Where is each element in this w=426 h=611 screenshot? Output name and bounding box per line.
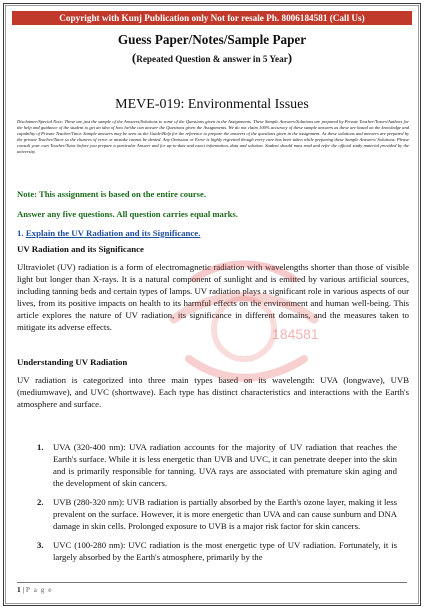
copyright-banner: Copyright with Kunj Publication only Not for resale Ph. 8006184581 (Call Us) <box>12 11 412 25</box>
disclaimer-text: Disclaimer/Special Note: These are just the sample of the Answers/Solutions to some of the Questions given in the Assignments. These Sample Answers/Solutions are prepared by Private Teacher/Tutors/Authors for the help and guidance of the student to get an idea of how he/she can answer the Questions given the Assignments. We do not claim 100% accuracy of these sample answers as these are based on the knowledge and capability of Private Teacher/Tutor. Sample answers may be seen as the Guide/Help for the reference to prepare the answers of the questions given in the assignment. As these solutions and answers are prepared by the private Teacher/Tutor so the chances of error or mistake cannot be denied. Any Omission or Error is highly regretted though every care has been taken while preparing these Sample Answers/ Solutions. Please consult your own Teacher/Tutor before you prepare a particular Answer and for up-to-date and exact information, data and solution. Student should must read and refer the official study material provided by the university. <box>17 119 409 154</box>
list-item <box>37 496 397 532</box>
list-item-text: UVA (320-400 nm): UVA radiation accounts for the majority of UV radiation that reaches the Earth's surface. While it is less energetic than UVB and UVC, it can penetrate deeper into the skin and is primarily responsible for tanning. UVA rays are associated with premature skin aging and the development of skin cancers. <box>53 442 397 488</box>
subtitle-close-paren: ) <box>287 50 293 65</box>
page-footer <box>17 585 53 594</box>
document-title: MEVE-019: Environmental Issues <box>115 97 309 112</box>
header-subtitle <box>4 50 420 66</box>
subtitle-open-paren: ( <box>131 50 137 65</box>
page-label: P a g e <box>25 585 53 594</box>
list-item <box>37 539 397 563</box>
answer-instruction: Answer any five questions. All question carries equal marks. <box>17 209 238 219</box>
list-item <box>37 441 397 489</box>
watermark-phone-digits: 184581 <box>272 326 319 342</box>
question-number: 1. <box>17 228 24 238</box>
list-item-number: 3. <box>37 540 44 550</box>
list-item-text: UVB (280-320 nm): UVB radiation is partially absorbed by the Earth's ozone layer, making it less prevalent on the surface. However, it is more energetic than UVA and can cause sunburn and DNA damage in skin cells. Prolonged exposure to UVB is a major risk factor for skin cancers. <box>53 497 397 531</box>
document-page <box>3 3 421 606</box>
list-item-text: UVC (100-280 nm): UVC radiation is the most energetic type of UV radiation. Fortunately, it is largely absorbed by the Earth's atmosphere, primarily by the <box>53 540 397 562</box>
section-heading-understanding-uv: Understanding UV Radiation <box>17 357 128 367</box>
header-title: Guess Paper/Notes/Sample Paper <box>117 32 307 47</box>
question-1 <box>17 228 200 238</box>
subtitle-text: Repeated Question & answer in 5 Year <box>136 54 288 64</box>
page-number: 1 <box>17 585 21 594</box>
footer-separator: | <box>20 585 26 594</box>
assignment-note: Note: This assignment is based on the entire course. <box>17 189 206 199</box>
question-text: Explain the UV Radiation and its Significance. <box>25 228 201 238</box>
list-item-number: 1. <box>37 442 44 452</box>
footer-divider <box>17 582 407 583</box>
section-heading-uv-significance: UV Radiation and its Significance <box>17 244 144 254</box>
paragraph-uv-categories: UV radiation is categorized into three main types based on its wavelength: UVA (longwave), UVB (mediumwave), and UVC (shortwave). Each type has distinct characteristics and interactions with the Earth's atmosphere and surface. <box>17 375 409 409</box>
paragraph-uv-intro: Ultraviolet (UV) radiation is a form of electromagnetic radiation with wavelengths shorter than those of visible light but longer than X-rays. It is a natural component of sunlight and is emitted by various artificial sources, including tanning beds and certain types of lamps. UV radiation plays a significant role in various aspects of our lives, from its positive impacts on health to its harmful effects on the environment and human well-being. This article explores the nature of UV radiation, its significance in different domains, and the measures taken to mitigate its adverse effects. <box>17 262 409 332</box>
uv-types-list <box>37 441 397 570</box>
list-item-number: 2. <box>37 497 44 507</box>
